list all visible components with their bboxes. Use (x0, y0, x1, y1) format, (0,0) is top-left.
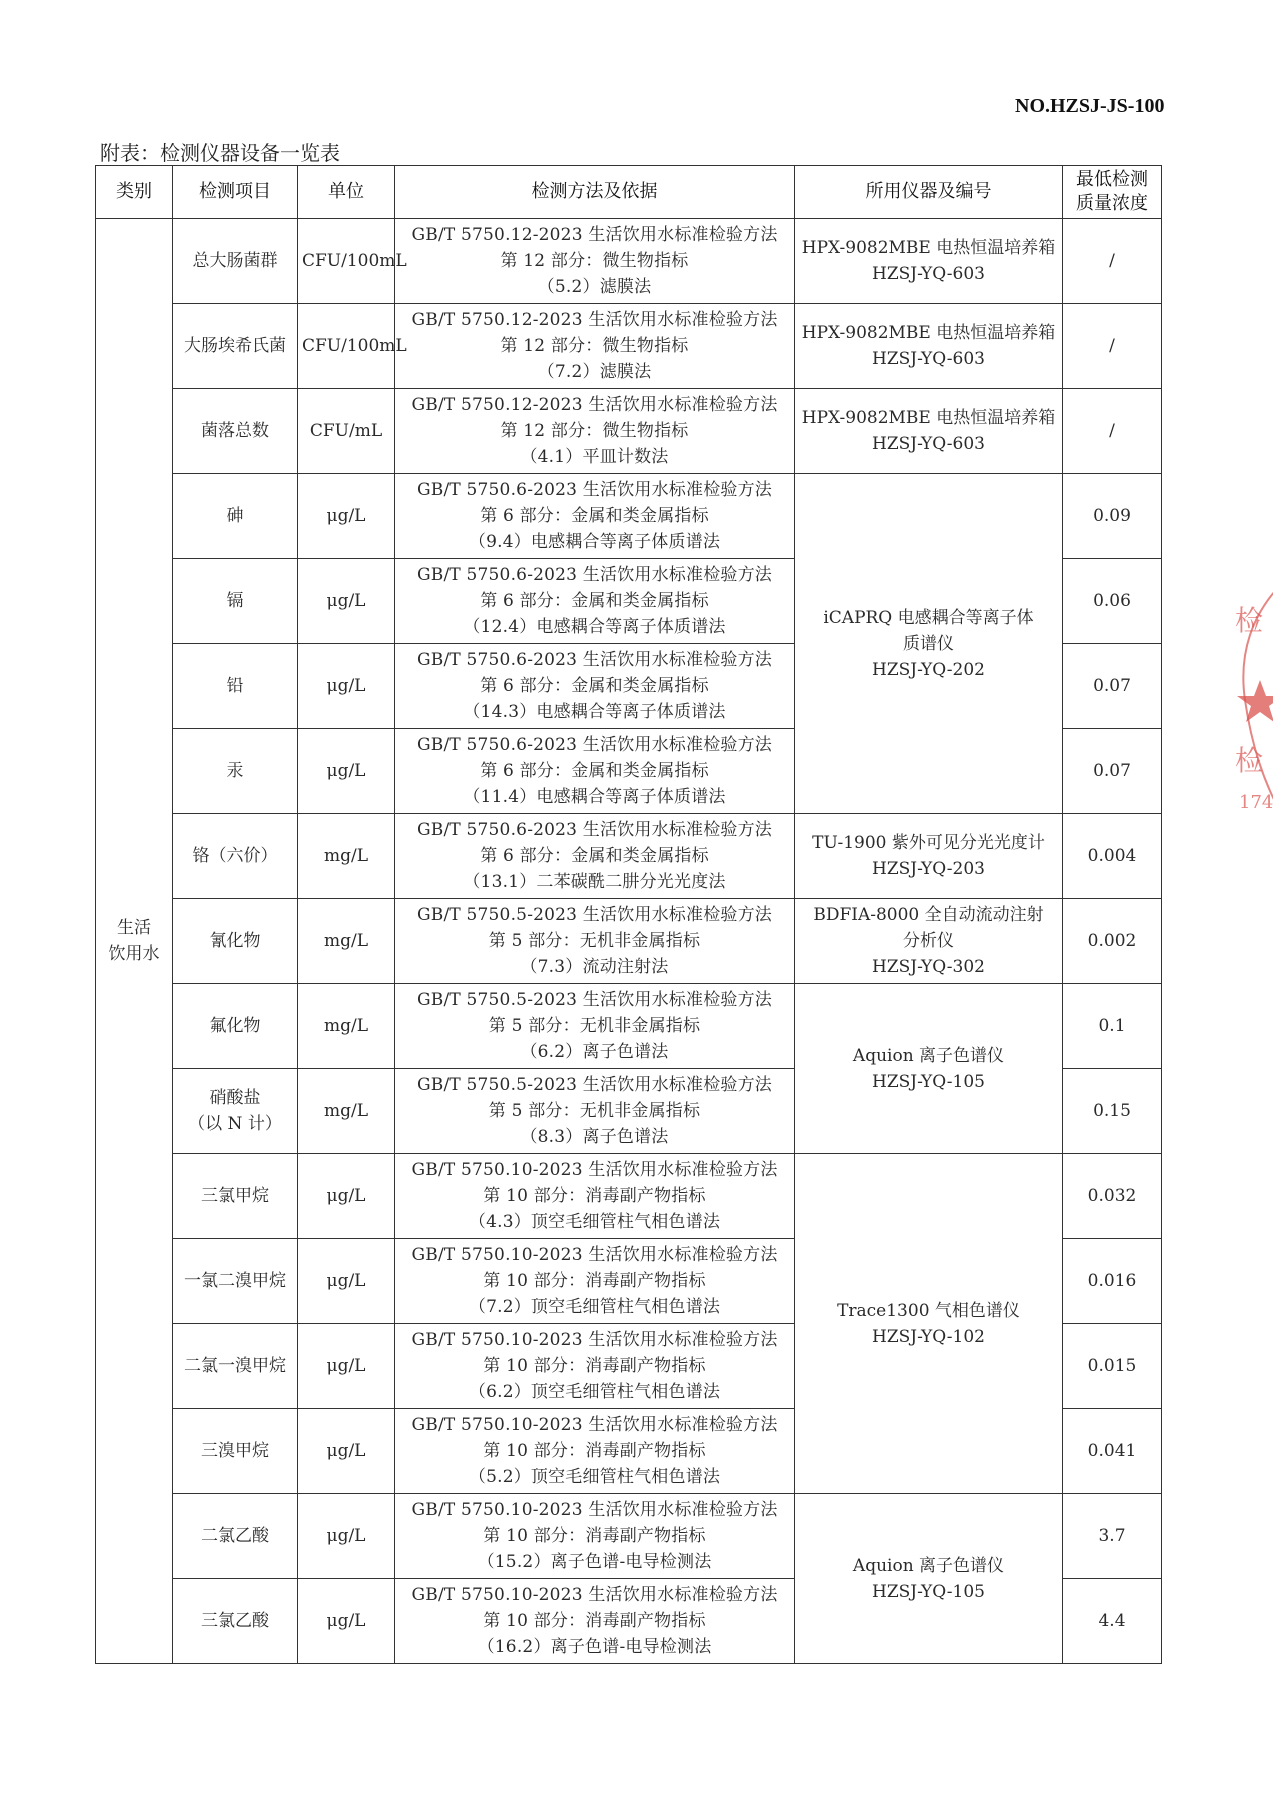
unit-cell: CFU/100mL (298, 219, 395, 304)
unit-cell: μg/L (298, 1239, 395, 1324)
item-cell: 硝酸盐 （以 N 计） (173, 1069, 298, 1154)
table-row (96, 1154, 1162, 1239)
item-cell: 二氯一溴甲烷 (173, 1324, 298, 1409)
table-title: 附表：检测仪器设备一览表 (100, 141, 340, 165)
table-row (96, 814, 1162, 899)
red-seal-stamp (1225, 570, 1273, 830)
svg-text:检: 检 (1235, 604, 1264, 637)
method-cell: GB/T 5750.6-2023 生活饮用水标准检验方法 第 6 部分：金属和类金属指标 （11.4）电感耦合等离子体质谱法 (395, 729, 795, 814)
method-cell: GB/T 5750.10-2023 生活饮用水标准检验方法 第 10 部分：消毒副产物指标 （15.2）离子色谱-电导检测法 (395, 1494, 795, 1579)
item-cell: 一氯二溴甲烷 (173, 1239, 298, 1324)
unit-cell: μg/L (298, 1154, 395, 1239)
unit-cell: mg/L (298, 1069, 395, 1154)
unit-cell: μg/L (298, 1324, 395, 1409)
item-cell: 镉 (173, 559, 298, 644)
min-concentration-cell: 0.09 (1063, 474, 1162, 559)
instrument-cell: HPX-9082MBE 电热恒温培养箱 HZSJ-YQ-603 (795, 219, 1063, 304)
unit-cell: mg/L (298, 984, 395, 1069)
header-method: 检测方法及依据 (395, 166, 795, 219)
table-row (96, 389, 1162, 474)
item-cell: 砷 (173, 474, 298, 559)
header-instrument: 所用仪器及编号 (795, 166, 1063, 219)
instrument-cell: Aquion 离子色谱仪 HZSJ-YQ-105 (795, 1494, 1063, 1664)
document-number: NO.HZSJ-JS-100 (1015, 95, 1165, 117)
min-concentration-cell: 0.002 (1063, 899, 1162, 984)
min-concentration-cell: 3.7 (1063, 1494, 1162, 1579)
unit-cell: μg/L (298, 559, 395, 644)
method-cell: GB/T 5750.10-2023 生活饮用水标准检验方法 第 10 部分：消毒副产物指标 （7.2）顶空毛细管柱气相色谱法 (395, 1239, 795, 1324)
method-cell: GB/T 5750.12-2023 生活饮用水标准检验方法 第 12 部分：微生物指标 （5.2）滤膜法 (395, 219, 795, 304)
min-concentration-cell: 0.15 (1063, 1069, 1162, 1154)
item-cell: 氰化物 (173, 899, 298, 984)
method-cell: GB/T 5750.6-2023 生活饮用水标准检验方法 第 6 部分：金属和类金属指标 （14.3）电感耦合等离子体质谱法 (395, 644, 795, 729)
table-body (96, 219, 1162, 1664)
svg-text:检: 检 (1235, 744, 1264, 777)
unit-cell: CFU/100mL (298, 304, 395, 389)
method-cell: GB/T 5750.6-2023 生活饮用水标准检验方法 第 6 部分：金属和类金属指标 （13.1）二苯碳酰二肼分光光度法 (395, 814, 795, 899)
instrument-cell: HPX-9082MBE 电热恒温培养箱 HZSJ-YQ-603 (795, 389, 1063, 474)
instrument-table (95, 165, 1162, 1664)
min-concentration-cell: 0.1 (1063, 984, 1162, 1069)
item-cell: 铅 (173, 644, 298, 729)
item-cell: 三氯乙酸 (173, 1579, 298, 1664)
method-cell: GB/T 5750.5-2023 生活饮用水标准检验方法 第 5 部分：无机非金属指标 （7.3）流动注射法 (395, 899, 795, 984)
unit-cell: μg/L (298, 1409, 395, 1494)
min-concentration-cell: 0.07 (1063, 729, 1162, 814)
min-concentration-cell: / (1063, 219, 1162, 304)
unit-cell: μg/L (298, 1494, 395, 1579)
header-item: 检测项目 (173, 166, 298, 219)
item-cell: 总大肠菌群 (173, 219, 298, 304)
unit-cell: μg/L (298, 474, 395, 559)
table-row (96, 899, 1162, 984)
table-row (96, 1494, 1162, 1579)
item-cell: 汞 (173, 729, 298, 814)
method-cell: GB/T 5750.10-2023 生活饮用水标准检验方法 第 10 部分：消毒副产物指标 （4.3）顶空毛细管柱气相色谱法 (395, 1154, 795, 1239)
min-concentration-cell: 0.07 (1063, 644, 1162, 729)
min-concentration-cell: 4.4 (1063, 1579, 1162, 1664)
method-cell: GB/T 5750.6-2023 生活饮用水标准检验方法 第 6 部分：金属和类金属指标 （9.4）电感耦合等离子体质谱法 (395, 474, 795, 559)
min-concentration-cell: / (1063, 389, 1162, 474)
table-row (96, 984, 1162, 1069)
instrument-cell: TU-1900 紫外可见分光光度计 HZSJ-YQ-203 (795, 814, 1063, 899)
method-cell: GB/T 5750.6-2023 生活饮用水标准检验方法 第 6 部分：金属和类金属指标 （12.4）电感耦合等离子体质谱法 (395, 559, 795, 644)
svg-text:174: 174 (1239, 792, 1273, 813)
method-cell: GB/T 5750.10-2023 生活饮用水标准检验方法 第 10 部分：消毒副产物指标 （16.2）离子色谱-电导检测法 (395, 1579, 795, 1664)
item-cell: 菌落总数 (173, 389, 298, 474)
unit-cell: mg/L (298, 899, 395, 984)
instrument-cell: HPX-9082MBE 电热恒温培养箱 HZSJ-YQ-603 (795, 304, 1063, 389)
method-cell: GB/T 5750.12-2023 生活饮用水标准检验方法 第 12 部分：微生物指标 （4.1）平皿计数法 (395, 389, 795, 474)
instrument-cell: BDFIA-8000 全自动流动注射 分析仪 HZSJ-YQ-302 (795, 899, 1063, 984)
method-cell: GB/T 5750.5-2023 生活饮用水标准检验方法 第 5 部分：无机非金属指标 （6.2）离子色谱法 (395, 984, 795, 1069)
header-unit: 单位 (298, 166, 395, 219)
item-cell: 二氯乙酸 (173, 1494, 298, 1579)
min-concentration-cell: 0.004 (1063, 814, 1162, 899)
table-row (96, 304, 1162, 389)
method-cell: GB/T 5750.12-2023 生活饮用水标准检验方法 第 12 部分：微生物指标 （7.2）滤膜法 (395, 304, 795, 389)
header-category: 类别 (96, 166, 173, 219)
item-cell: 氟化物 (173, 984, 298, 1069)
unit-cell: μg/L (298, 729, 395, 814)
unit-cell: CFU/mL (298, 389, 395, 474)
table-header-row (96, 166, 1162, 219)
header-min-concentration: 最低检测 质量浓度 (1063, 166, 1162, 219)
min-concentration-cell: / (1063, 304, 1162, 389)
min-concentration-cell: 0.032 (1063, 1154, 1162, 1239)
item-cell: 三氯甲烷 (173, 1154, 298, 1239)
instrument-cell: Aquion 离子色谱仪 HZSJ-YQ-105 (795, 984, 1063, 1154)
min-concentration-cell: 0.06 (1063, 559, 1162, 644)
table-row (96, 474, 1162, 559)
method-cell: GB/T 5750.5-2023 生活饮用水标准检验方法 第 5 部分：无机非金属指标 （8.3）离子色谱法 (395, 1069, 795, 1154)
unit-cell: mg/L (298, 814, 395, 899)
instrument-cell: Trace1300 气相色谱仪 HZSJ-YQ-102 (795, 1154, 1063, 1494)
category-cell: 生活 饮用水 (96, 219, 173, 1664)
min-concentration-cell: 0.016 (1063, 1239, 1162, 1324)
unit-cell: μg/L (298, 644, 395, 729)
table-row (96, 219, 1162, 304)
method-cell: GB/T 5750.10-2023 生活饮用水标准检验方法 第 10 部分：消毒副产物指标 （5.2）顶空毛细管柱气相色谱法 (395, 1409, 795, 1494)
instrument-cell: iCAPRQ 电感耦合等离子体 质谱仪 HZSJ-YQ-202 (795, 474, 1063, 814)
item-cell: 大肠埃希氏菌 (173, 304, 298, 389)
min-concentration-cell: 0.015 (1063, 1324, 1162, 1409)
min-concentration-cell: 0.041 (1063, 1409, 1162, 1494)
method-cell: GB/T 5750.10-2023 生活饮用水标准检验方法 第 10 部分：消毒副产物指标 （6.2）顶空毛细管柱气相色谱法 (395, 1324, 795, 1409)
unit-cell: μg/L (298, 1579, 395, 1664)
item-cell: 三溴甲烷 (173, 1409, 298, 1494)
item-cell: 铬（六价） (173, 814, 298, 899)
